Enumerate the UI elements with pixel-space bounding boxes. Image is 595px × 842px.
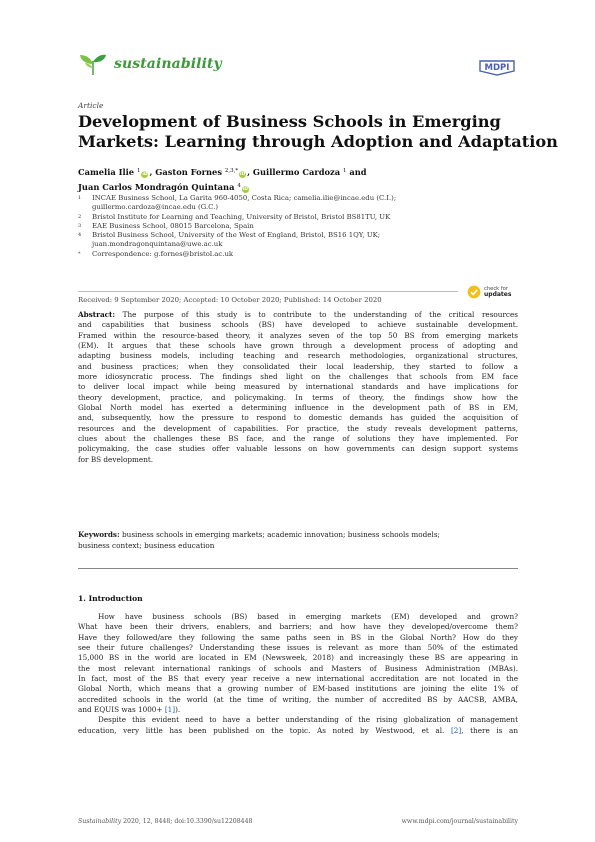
abstract-line: and capabilities that business schools (BS) have developed to achieve sustainable development. (78, 320, 518, 330)
affiliations (78, 194, 518, 259)
citation-link[interactable]: [1] (164, 705, 176, 715)
body-line: Despite this evident need to have a better understanding of the rising globalization of management (98, 715, 518, 725)
body-line: accredited schools in the world (at the time of writing, the number of accredited BS by AACSB, AMBA, (78, 694, 518, 704)
divider (78, 291, 458, 292)
affiliation-line: guillermo.cardoza@incae.edu (G.C.) (92, 203, 219, 212)
check-badge-label: updates (484, 291, 512, 298)
affiliation-mark: * (78, 250, 81, 257)
abstract-line: for BS development. (78, 454, 154, 464)
affiliation-line: INCAE Business School, La Garita 960-4050, Costa Rica; camelia.ilie@incae.edu (C.I.); (92, 194, 397, 202)
affiliation (78, 213, 518, 222)
affiliation (78, 222, 518, 231)
keywords-line: business context; business education (78, 540, 215, 550)
section-heading: 1. Introduction (78, 594, 143, 603)
introduction-body (78, 612, 518, 736)
footer-url[interactable]: www.mdpi.com/journal/sustainability (401, 818, 518, 825)
correspondence (78, 250, 518, 259)
keywords-label: Keywords: (78, 530, 120, 539)
body-line: 15,000 BS in the world are located in EM (Newsweek, 2018) and increasingly these BS are appearing in (78, 653, 518, 663)
orcid-icon[interactable]: iD (242, 187, 248, 192)
author-affiliation-mark: 1 (136, 168, 141, 174)
abstract-text: The purpose of this study is to contribute to the understanding of the critical resources (115, 310, 518, 319)
body-line: Have they followed/are they following the same paths seen in BS in the Global North? How do they (78, 632, 518, 642)
abstract-line: theory development, practice, and policymaking. In terms of theory, the findings show how the (78, 392, 518, 402)
body-line: see their future challenges? Understanding these issues is relevant as more than 50% of the estimated (78, 643, 518, 653)
journal-header (78, 50, 517, 90)
journal-logo (78, 52, 222, 76)
body-line: Global North, which means that a growing number of EM-based institutions are joining the elite 1% of (78, 684, 518, 694)
abstract-line: and, subsequently, how the pressure to respond to domestic demands has guided the acquisition of (78, 413, 518, 423)
body-line: the most relevant international rankings of schools and Masters of Business Administration (MBAs). (78, 663, 518, 673)
citation-link[interactable]: [2] (450, 725, 462, 735)
orcid-icon[interactable]: iD (240, 172, 246, 177)
dates-text: Received: 9 September 2020; Accepted: 10 October 2020; Published: 14 October 2020 (78, 296, 382, 304)
abstract-label: Abstract: (78, 310, 116, 319)
author-conjunction: and (346, 167, 367, 177)
affiliation-line: EAE Business School, 08015 Barcelona, Spain (92, 221, 254, 230)
author-name: Juan Carlos Mondragón Quintana (78, 182, 235, 192)
abstract-line: clues about the challenges these BS face, and the range of solutions they have implemented. For (78, 434, 518, 444)
orcid-icon[interactable]: iD (142, 172, 148, 177)
article-title (78, 112, 558, 152)
check-badge-line: check for (484, 286, 508, 292)
correspondence-line: Correspondence: g.fornes@bristol.ac.uk (92, 249, 234, 258)
affiliation-line: Bristol Institute for Learning and Teaching, University of Bristol, Bristol BS81TU, UK (92, 212, 391, 221)
body-text: education, very little has been published on the topic. As noted by Westwood, et al. (78, 725, 451, 735)
abstract-line: to deliver local impact while being measured by international standards and have implications for (78, 382, 518, 392)
body-line: In fact, most of the BS that every year receive a new international accreditation are not located in the (78, 674, 518, 684)
abstract-line (78, 310, 518, 320)
abstract-line: policymaking, the case studies offer valuable lessons on how governments can design support systems (78, 444, 518, 454)
svg-text:MDPI: MDPI (484, 63, 510, 73)
author-separator: , (149, 167, 156, 177)
author-affiliation-mark: 2,3,* (224, 168, 239, 174)
keywords (78, 530, 518, 551)
author-line (78, 179, 518, 194)
abstract-line: Global North model has exerted a determining influence in the development path of BS in EM, (78, 403, 518, 413)
abstract (78, 310, 518, 465)
affiliation-mark: 2 (78, 213, 82, 220)
author-line (78, 164, 518, 179)
keywords-line (78, 530, 518, 541)
article-type: Article (78, 101, 104, 110)
author-list (78, 164, 518, 194)
affiliation-mark: 4 (78, 232, 82, 239)
abstract-line: adapting business models, including teaching and research methodologies, organizational structures, (78, 351, 518, 361)
publisher-logo (477, 58, 517, 80)
author-separator: , (247, 167, 253, 177)
body-text: , there is an (461, 725, 518, 735)
author-affiliation-mark: 1 (343, 168, 347, 174)
body-line: What have been their drivers, enablers, and barriers; and how have they developed/overcome them? (78, 622, 518, 632)
footer-citation (78, 818, 252, 825)
author-affiliation-mark: 4 (237, 183, 241, 189)
body-text: and EQUIS was 1000+ (78, 705, 165, 715)
affiliation-mark: 1 (78, 195, 82, 201)
section-divider (78, 568, 518, 569)
affiliation (78, 231, 518, 250)
footer-citation-text: 2020, 12, 8448; doi:10.3390/su12208448 (121, 818, 253, 825)
leaf-sprout-icon (78, 52, 108, 76)
affiliation-line: juan.mondragonquintana@uwe.ac.uk (92, 240, 223, 249)
journal-name: sustainability (114, 56, 222, 72)
affiliation-mark: 3 (78, 222, 82, 229)
author-name: Gaston Fornes (155, 167, 222, 177)
abstract-line: Framed within the resource-based theory, it analyzes seven of the top 50 BS from emerging markets (78, 330, 518, 340)
affiliation (78, 194, 518, 213)
abstract-line: (EM). It argues that these schools have grown through a development process of adopting and (78, 341, 518, 351)
publisher-logo-icon (477, 58, 517, 76)
body-text: ). (175, 705, 181, 715)
title-line: Development of Business Schools in Emerging (78, 112, 501, 131)
footer-journal: Sustainability (78, 818, 122, 825)
affiliation-line: Bristol Business School, University of the West of England, Bristol, BS16 1QY, UK; (92, 231, 381, 240)
body-line: How have business schools (BS) based in emerging markets (EM) developed and grown? (98, 612, 518, 621)
publication-dates (78, 296, 518, 304)
title-line: Markets: Learning through Adoption and Adaptation (78, 132, 558, 151)
abstract-line: more idiosyncratic process. The findings shed light on the challenges that schools from EM face (78, 372, 518, 382)
author-name: Guillermo Cardoza (252, 167, 341, 177)
keywords-text: business schools in emerging markets; academic innovation; business schools models; (119, 530, 440, 539)
abstract-line: resources and the development of capabilities. For practice, the study reveals development patterns, (78, 423, 518, 433)
author-name: Camelia Ilie (78, 167, 135, 177)
body-line (78, 705, 518, 715)
body-line (78, 726, 518, 736)
abstract-line: and business practices; when they consolidated their local leadership, they started to follow a (78, 361, 518, 371)
